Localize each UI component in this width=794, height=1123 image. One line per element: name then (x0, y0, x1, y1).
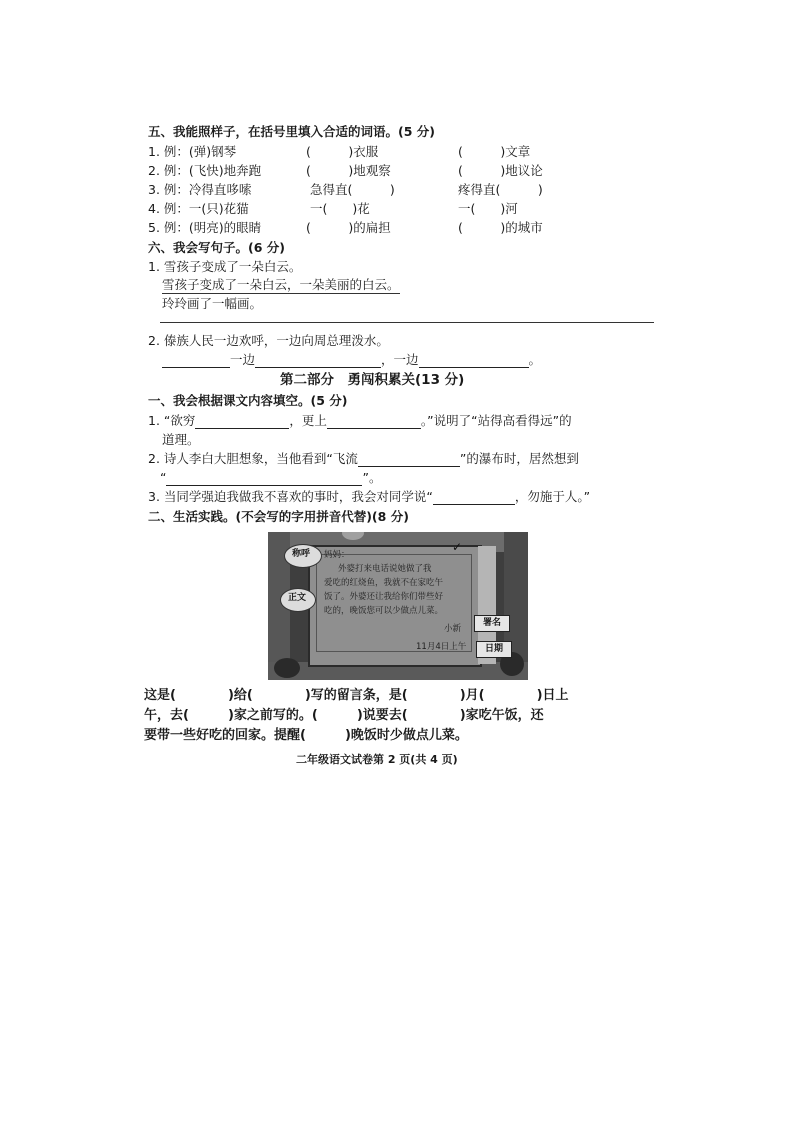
s5-row4-blank-a: 一( )花 (310, 201, 370, 216)
note-body-2: 爱吃的红烧鱼，我就不在家吃午 (324, 578, 444, 588)
p2-q1 (148, 413, 572, 429)
s5-row1-blank-a: ( )衣服 (306, 144, 379, 159)
p2-q1-b: ，更上 (289, 413, 327, 428)
p2-q1-blank-1[interactable] (195, 415, 289, 429)
s6-q2-blank-2[interactable] (255, 354, 381, 368)
note-signer: 小新 (444, 624, 462, 634)
s5-row3-blank-a: 急得直( ) (310, 182, 395, 197)
p2-q2-a: 2. 诗人李白大胆想象，当他看到“飞流 (148, 451, 358, 466)
p2-q3-a: 3. 当同学强迫我做我不喜欢的事时，我会对同学说“ (148, 489, 433, 504)
fill-line-1: 这是( )给( )写的留言条，是( )月( )日上 (144, 688, 569, 703)
s5-row4-blank-b: 一( )河 (458, 201, 518, 216)
p2-q2-c: “ (160, 470, 167, 485)
s5-row5-blank-b: ( )的城市 (458, 220, 543, 235)
section-5-title: 五、我能照样子，在括号里填入合适的词语。(5 分) (148, 124, 435, 139)
p2-q2-b: ”的瀑布时，居然想到 (459, 451, 579, 466)
tag-body: 正文 (287, 593, 306, 603)
note-body-4: 吃的，晚饭您可以少做点儿菜。 (324, 606, 444, 616)
p2-q3-b: ，勿施于人。” (514, 489, 591, 504)
s6-q1-answer-line[interactable] (160, 322, 654, 323)
s6-q2-answer (162, 352, 541, 368)
s5-row2-blank-b: ( )地议论 (458, 163, 543, 178)
p2-q3 (148, 489, 590, 505)
s5-row4-example: 4. 例：一(只)花猫 (148, 201, 249, 216)
p2-q2-cont (160, 470, 381, 486)
p2-q2 (148, 451, 579, 467)
p2-q2-blank-2[interactable] (166, 472, 362, 486)
s6-q2-end: 。 (528, 352, 542, 367)
note-body-3: 饭了。外婆还让我给你们带些好 (324, 592, 444, 602)
part2-section-2-title: 二、生活实践。(不会写的字用拼音代替)(8 分) (148, 509, 409, 524)
s5-row3-example: 3. 例：冷得直哆嗦 (148, 182, 252, 197)
tag-call: 称呼 (291, 549, 310, 559)
s5-row5-blank-a: ( )的扁担 (306, 220, 391, 235)
part2-section-1-title: 一、我会根据课文内容填空。(5 分) (148, 393, 348, 408)
s5-row3-blank-b: 疼得直( ) (458, 182, 543, 197)
s6-q2: 2. 傣族人民一边欢呼，一边向周总理泼水。 (148, 333, 389, 348)
s5-row2-blank-a: ( )地观察 (306, 163, 391, 178)
p2-q1-d: 道理。 (162, 432, 200, 447)
s6-q2-blank-3[interactable] (419, 354, 529, 368)
check-mark-icon: ✓ (452, 540, 463, 554)
s5-row2-example: 2. 例：(飞快)地奔跑 (148, 163, 262, 178)
s6-q1: 1. 雪孩子变成了一朵白云。 (148, 259, 302, 274)
note-greeting: 妈妈： (324, 550, 350, 560)
p2-q1-blank-2[interactable] (327, 415, 421, 429)
s6-q1-example: 雪孩子变成了一朵白云，一朵美丽的白云。 (162, 277, 400, 292)
p2-q1-a: 1. “欲穷 (148, 413, 196, 428)
decor-flower-left (274, 658, 300, 678)
s5-row5-example: 5. 例：(明亮)的眼睛 (148, 220, 262, 235)
s6-q2-blank-1[interactable] (162, 354, 230, 368)
p2-q3-blank[interactable] (433, 491, 515, 505)
note-date: 11月4日上午 (416, 642, 467, 652)
fill-line-3: 要带一些好吃的回家。提醒( )晚饭时少做点儿菜。 (144, 728, 468, 743)
s6-q2-label-a: 一边 (230, 352, 256, 367)
s5-row1-example: 1. 例：(弹)钢琴 (148, 144, 237, 159)
s5-row1-blank-b: ( )文章 (458, 144, 531, 159)
p2-q2-d: ”。 (362, 470, 382, 485)
tag-date: 日期 (476, 641, 512, 658)
page-footer: 二年级语文试卷第 2 页(共 4 页) (296, 753, 458, 766)
p2-q1-c: 。”说明了“站得高看得远”的 (420, 413, 572, 428)
note-body-1: 外婆打来电话说她做了我 (338, 564, 432, 574)
p2-q2-blank-1[interactable] (358, 453, 460, 467)
message-note-illustration (268, 532, 528, 680)
tag-sign: 署名 (474, 615, 510, 632)
s6-q1-task: 玲玲画了一幅画。 (162, 296, 263, 311)
section-6-title: 六、我会写句子。(6 分) (148, 240, 285, 255)
fill-line-2: 午，去( )家之前写的。( )说要去( )家吃午饭，还 (144, 708, 544, 723)
part-2-title: 第二部分 勇闯积累关(13 分) (280, 372, 465, 388)
s6-q2-label-b: ，一边 (381, 352, 419, 367)
